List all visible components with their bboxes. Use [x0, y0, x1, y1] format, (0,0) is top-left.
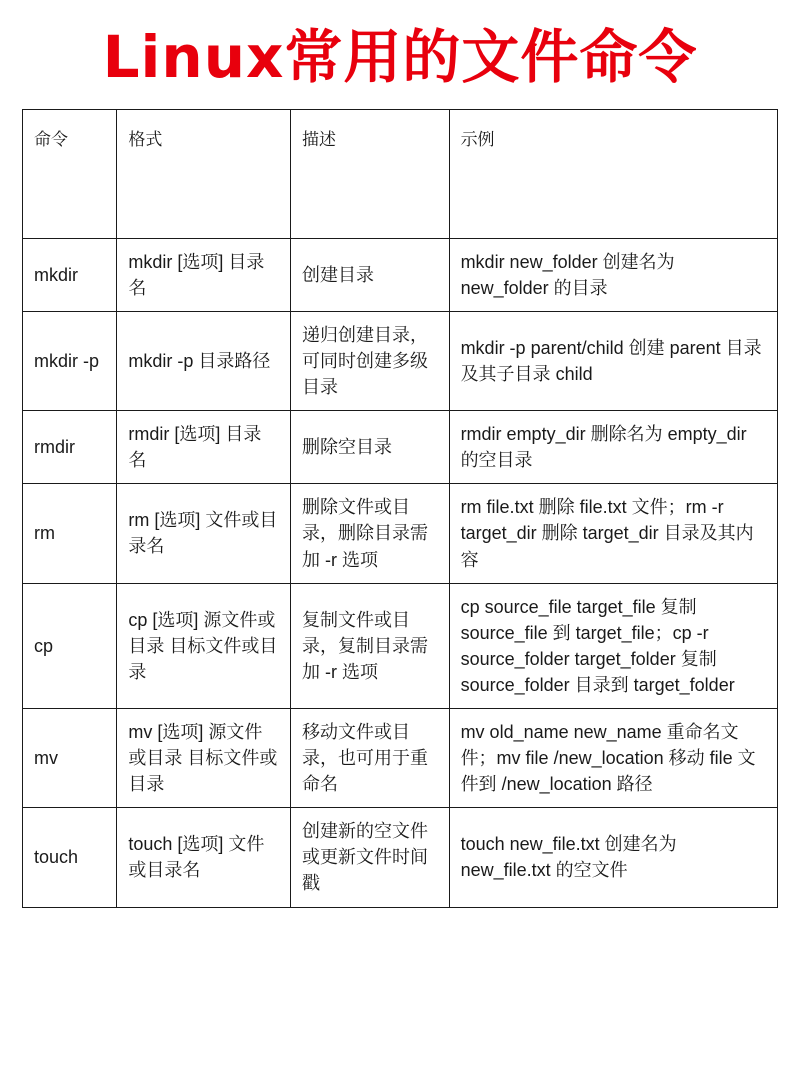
- cell-command: mv: [23, 709, 117, 808]
- cell-example: rm file.txt 删除 file.txt 文件；rm -r target_dir 删除 target_dir 目录及其内容: [449, 484, 777, 583]
- column-header-example: 示例: [449, 109, 777, 238]
- cell-description: 复制文件或目录，复制目录需加 -r 选项: [291, 583, 450, 708]
- table-header-row: [23, 109, 778, 238]
- column-header-format: 格式: [117, 109, 291, 238]
- cell-command: rm: [23, 484, 117, 583]
- table-row: [23, 484, 778, 583]
- cell-command: touch: [23, 808, 117, 907]
- cell-description: 删除空目录: [291, 411, 450, 484]
- column-header-command: 命令: [23, 109, 117, 238]
- cell-example: mv old_name new_name 重命名文件；mv file /new_location 移动 file 文件到 /new_location 路径: [449, 709, 777, 808]
- table-row: [23, 311, 778, 410]
- linux-file-commands-table: [22, 109, 778, 908]
- table-head: [23, 109, 778, 238]
- cell-format: rm [选项] 文件或目录名: [117, 484, 291, 583]
- cell-format: mkdir -p 目录路径: [117, 311, 291, 410]
- cell-description: 创建新的空文件或更新文件时间戳: [291, 808, 450, 907]
- table-row: [23, 411, 778, 484]
- cell-description: 删除文件或目录，删除目录需加 -r 选项: [291, 484, 450, 583]
- table-row: [23, 583, 778, 708]
- cell-command: rmdir: [23, 411, 117, 484]
- cell-example: rmdir empty_dir 删除名为 empty_dir 的空目录: [449, 411, 777, 484]
- table-row: [23, 709, 778, 808]
- cell-format: touch [选项] 文件或目录名: [117, 808, 291, 907]
- cell-example: mkdir new_folder 创建名为 new_folder 的目录: [449, 238, 777, 311]
- cell-format: cp [选项] 源文件或目录 目标文件或目录: [117, 583, 291, 708]
- cell-example: touch new_file.txt 创建名为 new_file.txt 的空文件: [449, 808, 777, 907]
- column-header-description: 描述: [291, 109, 450, 238]
- cell-command: cp: [23, 583, 117, 708]
- page-title: Linux常用的文件命令: [102, 23, 698, 91]
- table-row: [23, 238, 778, 311]
- cell-description: 递归创建目录，可同时创建多级目录: [291, 311, 450, 410]
- cell-format: mv [选项] 源文件或目录 目标文件或目录: [117, 709, 291, 808]
- command-table-container: [22, 109, 778, 1059]
- cell-format: mkdir [选项] 目录名: [117, 238, 291, 311]
- cell-description: 移动文件或目录，也可用于重命名: [291, 709, 450, 808]
- cell-example: mkdir -p parent/child 创建 parent 目录及其子目录 child: [449, 311, 777, 410]
- cell-command: mkdir -p: [23, 311, 117, 410]
- table-body: [23, 238, 778, 907]
- cell-example: cp source_file target_file 复制 source_file 到 target_file；cp -r source_folder target_folder 复制 source_folder 目录到 target_folder: [449, 583, 777, 708]
- cell-format: rmdir [选项] 目录名: [117, 411, 291, 484]
- cell-description: 创建目录: [291, 238, 450, 311]
- cell-command: mkdir: [23, 238, 117, 311]
- table-row: [23, 808, 778, 907]
